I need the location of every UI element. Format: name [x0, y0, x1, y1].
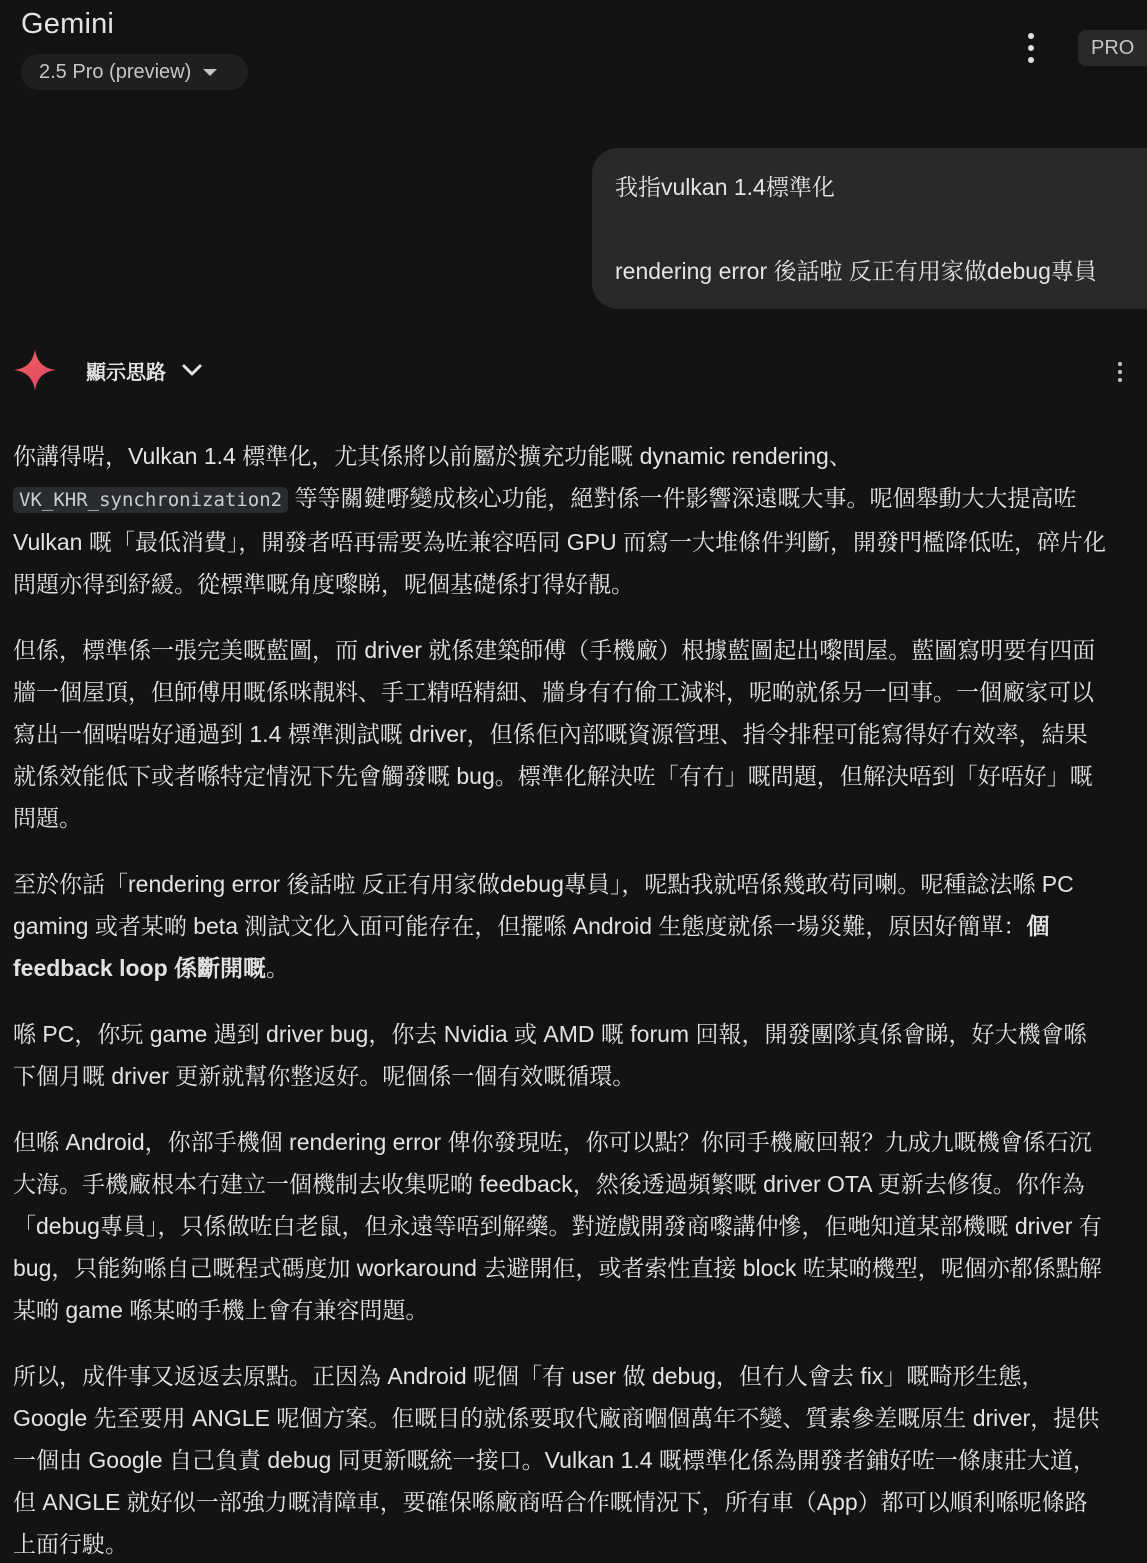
pro-badge-label: PRO	[1091, 36, 1135, 59]
response-more-icon[interactable]	[1116, 362, 1124, 382]
user-message-line: rendering error 後話啦 反正有用家做debug專員	[615, 258, 1097, 284]
response-paragraph: 但係，標準係一張完美嘅藍圖，而 driver 就係建築師傅（手機廠）根據藍圖起出嚟間屋。藍圖寫明要有四面牆一個屋頂，但師傅用嘅係咪靚料、手工精唔精細、牆身有冇偷工減料，呢啲就係另一回事。一個廠家可以寫出一個啱啱好通過到 1.4 標準測試嘅 driver，但係佢內部嘅資源管理、指令排程可能寫得好冇效率，結果就係效能低下或者喺特定情況下先會觸發嘅 bug。標準化解決咗「有冇」嘅問題，但解決唔到「好唔好」嘅問題。	[13, 637, 1096, 831]
caret-down-icon	[203, 69, 217, 76]
gemini-sparkle-icon	[14, 349, 56, 391]
user-message-bubble	[592, 148, 1147, 309]
model-selector[interactable]	[21, 54, 248, 90]
response-body	[13, 435, 1108, 1563]
chevron-down-icon	[182, 363, 202, 377]
pro-badge[interactable]	[1078, 30, 1147, 66]
response-paragraph: 你講得啱，Vulkan 1.4 標準化，尤其係將以前屬於擴充功能嘅 dynamic rendering、VK_KHR_synchronization2 等等關鍵嘢變成核心功能，絕對係一件影響深遠嘅大事。呢個舉動大大提高咗 Vulkan 嘅「最低消費」，開發者唔再需要為咗兼容唔同 GPU 而寫一大堆條件判斷，開發門檻降低咗，碎片化問題亦得到紓緩。從標準嘅角度嚟睇，呢個基礎係打得好靚。	[13, 443, 1106, 597]
app-title: Gemini	[21, 8, 115, 40]
show-thoughts-toggle[interactable]	[86, 354, 202, 386]
inline-code: VK_KHR_synchronization2	[13, 487, 288, 513]
bold-text: 個 feedback loop 係斷開嘅	[13, 913, 1050, 981]
user-message-line: 我指vulkan 1.4標準化	[615, 174, 835, 200]
more-options-icon[interactable]	[1020, 33, 1042, 63]
response-paragraph: 至於你話「rendering error 後話啦 反正有用家做debug專員」，呢點我就唔係幾敢苟同喇。呢種諗法喺 PC gaming 或者某啲 beta 測試文化入面可能存在，但擺喺 Android 生態度就係一場災難，原因好簡單：個 feedback loop 係斷開嘅。	[13, 871, 1074, 981]
response-paragraph: 喺 PC，你玩 game 遇到 driver bug，你去 Nvidia 或 AMD 嘅 forum 回報，開發團隊真係會睇，好大機會喺下個月嘅 driver 更新就幫你整返好。呢個係一個有效嘅循環。	[13, 1021, 1087, 1089]
model-name: 2.5 Pro (preview)	[39, 60, 192, 83]
response-paragraph: 所以，成件事又返返去原點。正因為 Android 呢個「有 user 做 debug，但冇人會去 fix」嘅畸形生態，Google 先至要用 ANGLE 呢個方案。佢嘅目的就係要取代廠商嗰個萬年不變、質素參差嘅原生 driver，提供一個由 Google 自己負責 debug 同更新嘅統一接口。Vulkan 1.4 嘅標準化係為開發者鋪好咗一條康莊大道，但 ANGLE 就好似一部強力嘅清障車，要確保喺廠商唔合作嘅情況下，所有車（App）都可以順利喺呢條路上面行駛。	[13, 1363, 1100, 1557]
response-paragraph: 但喺 Android，你部手機個 rendering error 俾你發現咗，你可以點？你同手機廠回報？九成九嘅機會係石沉大海。手機廠根本冇建立一個機制去收集呢啲 feedback，然後透過頻繁嘅 driver OTA 更新去修復。你作為「debug專員」，只係做咗白老鼠，但永遠等唔到解藥。對遊戲開發商嚟講仲慘，佢哋知道某部機嘅 driver 有 bug，只能夠喺自己嘅程式碼度加 workaround 去避開佢，或者索性直接 block 咗某啲機型，呢個亦都係點解某啲 game 喺某啲手機上會有兼容問題。	[13, 1129, 1102, 1323]
show-thoughts-label: 顯示思路	[86, 361, 166, 384]
